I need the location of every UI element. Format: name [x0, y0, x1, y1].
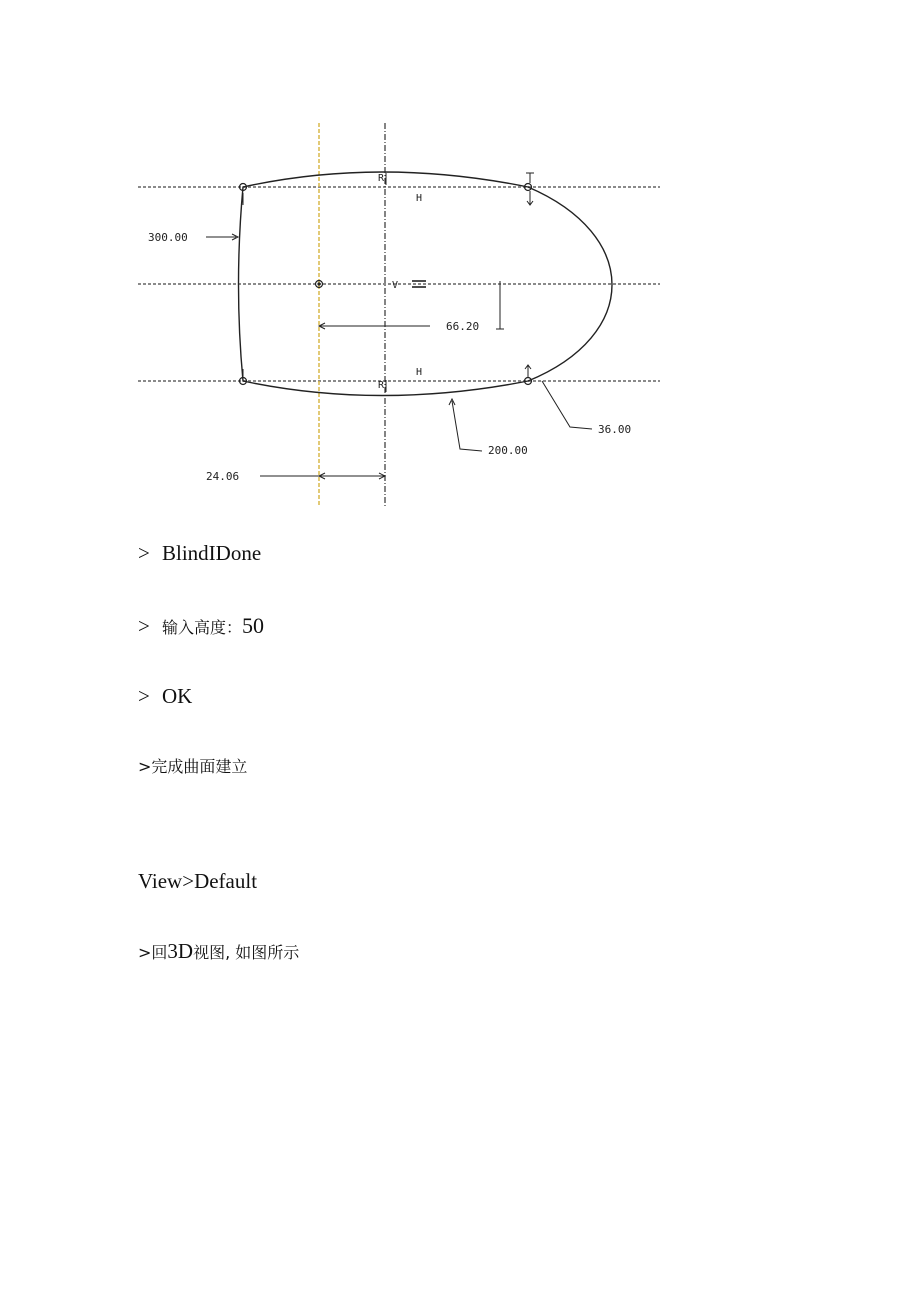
tangent-arrows	[243, 173, 534, 377]
horizontal-reference-lines	[138, 187, 660, 381]
dimension-24-leader	[260, 473, 385, 479]
dimension-36: 36.00	[598, 423, 632, 436]
dimension-36-leader	[542, 381, 592, 429]
sketch-drawing	[130, 115, 670, 515]
dimension-200-leader	[449, 399, 482, 451]
step-input-height	[138, 613, 264, 641]
dimension-66: 66.20	[446, 320, 480, 333]
finish-surface-text: >完成曲面建立	[138, 757, 248, 776]
back-suffix: 视图, 如图所示	[193, 943, 300, 962]
step-prefix: >	[138, 684, 150, 708]
back-prefix: >回	[138, 943, 168, 962]
constraint-h-bottom: H	[416, 367, 423, 378]
back-to-3d-text	[138, 939, 299, 965]
height-value: 50	[242, 613, 265, 638]
step-blind-done	[138, 540, 261, 566]
step-text: BlindIDone	[162, 541, 262, 565]
step-prefix: >	[138, 614, 150, 638]
center-point-dot	[318, 283, 320, 285]
step-prefix: >	[138, 541, 150, 565]
dimension-300: 300.00	[148, 231, 188, 244]
constraint-v: V	[392, 280, 399, 291]
step-text: 输入高度：	[162, 618, 243, 637]
constraint-h-top: H	[416, 193, 423, 204]
step-ok	[138, 683, 192, 709]
step-text: OK	[162, 684, 193, 708]
back-3d-label: 3D	[167, 939, 194, 963]
view-default-command: View>Default	[138, 869, 258, 893]
dimension-24: 24.06	[206, 470, 240, 483]
dimension-200: 200.00	[488, 444, 528, 457]
constraint-r-bottom: R	[378, 380, 385, 391]
constraint-r-top: R	[378, 173, 385, 184]
